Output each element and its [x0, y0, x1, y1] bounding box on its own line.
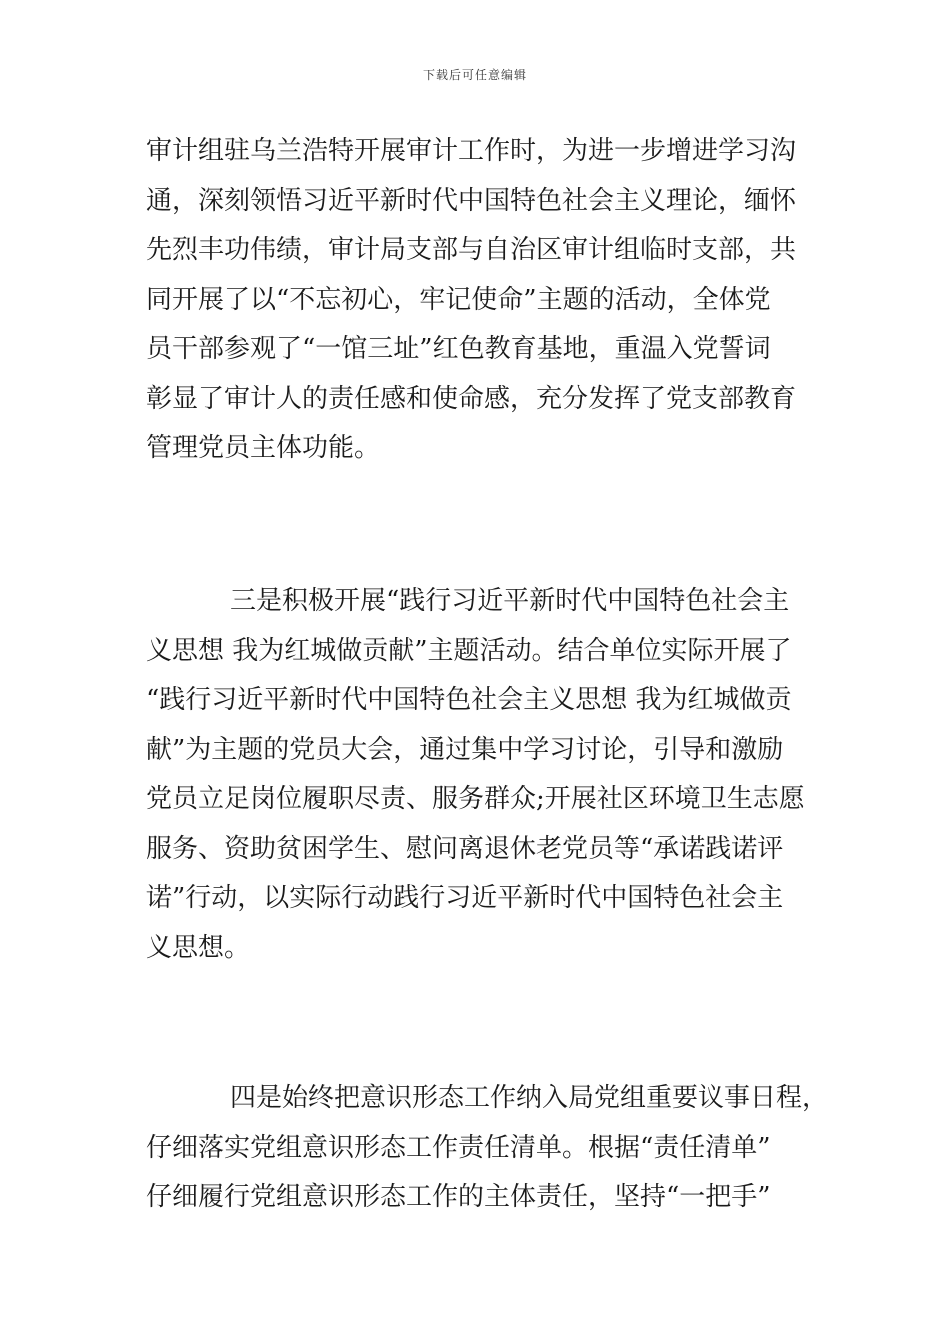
text-line: 诺”行动，以实际行动践行习近平新时代中国特色社会主 [146, 883, 784, 913]
text-line: 彰显了审计人的责任感和使命感，充分发挥了党支部教育 [146, 383, 797, 414]
text-line: 同开展了以“不忘初心，牢记使命”主题的活动，全体党 [146, 284, 771, 315]
text-line: 党员立足岗位履职尽责、服务群众;开展社区环境卫生志愿 [146, 784, 805, 814]
text-line: 义思想。 [146, 932, 251, 963]
text-line: “践行习近平新时代中国特色社会主义思想 我为红城做贡 [146, 685, 792, 715]
text-line: 四是始终把意识形态工作纳入局党组重要议事日程， [230, 1083, 829, 1113]
text-line: 义思想 我为红城做贡献”主题活动。结合单位实际开展了 [146, 635, 792, 666]
text-line: 仔细履行党组意识形态工作的主体责任，坚持“一把手” [146, 1182, 771, 1212]
text-line: 员干部参观了“一馆三址”红色教育基地，重温入党誓词 [146, 334, 771, 364]
paragraph-audit-group [146, 127, 826, 474]
text-line: 献”为主题的党员大会，通过集中学习讨论，引导和激励 [146, 734, 784, 765]
text-line: 先烈丰功伟绩，审计局支部与自治区审计组临时支部，共 [146, 235, 797, 265]
text-line: 三是积极开展“践行习近平新时代中国特色社会主 [230, 586, 790, 616]
paragraph-theme-activity [146, 577, 826, 973]
text-line: 通，深刻领悟习近平新时代中国特色社会主义理论，缅怀 [146, 185, 797, 216]
text-line: 仔细落实党组意识形态工作责任清单。根据“责任清单” [146, 1132, 771, 1163]
text-line: 服务、资助贫困学生、慰问离退休老党员等“承诺践诺评 [146, 833, 784, 864]
paragraph-ideology-work [146, 1074, 829, 1223]
text-line: 审计组驻乌兰浩特开展审计工作时，为进一步增进学习沟 [146, 136, 797, 166]
page-header: 下载后可任意编辑 [422, 68, 527, 82]
text-line: 管理党员主体功能。 [146, 433, 381, 463]
